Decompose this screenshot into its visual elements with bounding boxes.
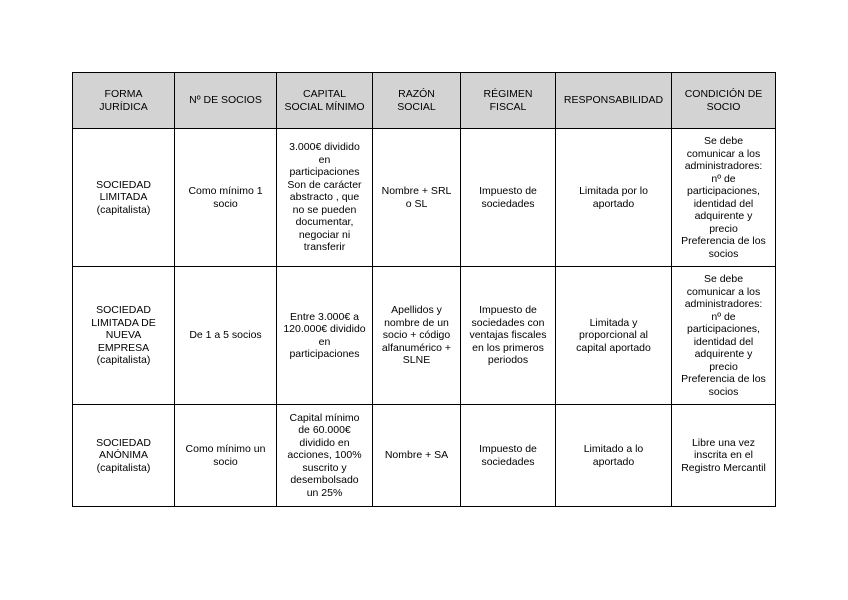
header-condicion-socio: CONDICIÓN DE SOCIO: [672, 73, 776, 129]
cell-capital: Capital mínimo de 60.000€ dividido en acciones, 100% suscrito y desembolsado un 25%: [277, 405, 373, 507]
cell-condicion: Libre una vez inscrita en el Registro Mercantil: [672, 405, 776, 507]
table-row: [73, 405, 776, 507]
header-num-socios: Nº DE SOCIOS: [175, 73, 277, 129]
cell-capital: 3.000€ dividido en participaciones Son de carácter abstracto , que no se pueden documentar, negociar ni transferir: [277, 129, 373, 267]
cell-socios: Como mínimo 1 socio: [175, 129, 277, 267]
cell-razon: Nombre + SRL o SL: [373, 129, 461, 267]
cell-condicion: Se debe comunicar a los administradores: nº de participaciones, identidad del adquirente y precio Preferencia de los socios: [672, 267, 776, 405]
cell-razon: Nombre + SA: [373, 405, 461, 507]
header-capital-minimo: CAPITAL SOCIAL MÍNIMO: [277, 73, 373, 129]
cell-regimen: Impuesto de sociedades con ventajas fiscales en los primeros periodos: [461, 267, 556, 405]
table-row: [73, 129, 776, 267]
cell-socios: De 1 a 5 socios: [175, 267, 277, 405]
header-responsabilidad: RESPONSABILIDAD: [556, 73, 672, 129]
header-regimen-fiscal: RÉGIMEN FISCAL: [461, 73, 556, 129]
cell-forma: SOCIEDAD ANÓNIMA (capitalista): [73, 405, 175, 507]
cell-regimen: Impuesto de sociedades: [461, 129, 556, 267]
cell-razon: Apellidos y nombre de un socio + código alfanumérico + SLNE: [373, 267, 461, 405]
table-row: [73, 267, 776, 405]
table-header-row: [73, 73, 776, 129]
cell-regimen: Impuesto de sociedades: [461, 405, 556, 507]
header-razon-social: RAZÓN SOCIAL: [373, 73, 461, 129]
cell-forma: SOCIEDAD LIMITADA DE NUEVA EMPRESA (capitalista): [73, 267, 175, 405]
cell-forma: SOCIEDAD LIMITADA (capitalista): [73, 129, 175, 267]
cell-condicion: Se debe comunicar a los administradores: nº de participaciones, identidad del adquirente y precio Preferencia de los socios: [672, 129, 776, 267]
header-forma-juridica: FORMA JURÍDICA: [73, 73, 175, 129]
cell-responsabilidad: Limitada por lo aportado: [556, 129, 672, 267]
cell-capital: Entre 3.000€ a 120.000€ dividido en participaciones: [277, 267, 373, 405]
legal-forms-table: [72, 72, 776, 507]
cell-responsabilidad: Limitado a lo aportado: [556, 405, 672, 507]
cell-socios: Como mínimo un socio: [175, 405, 277, 507]
cell-responsabilidad: Limitada y proporcional al capital aportado: [556, 267, 672, 405]
